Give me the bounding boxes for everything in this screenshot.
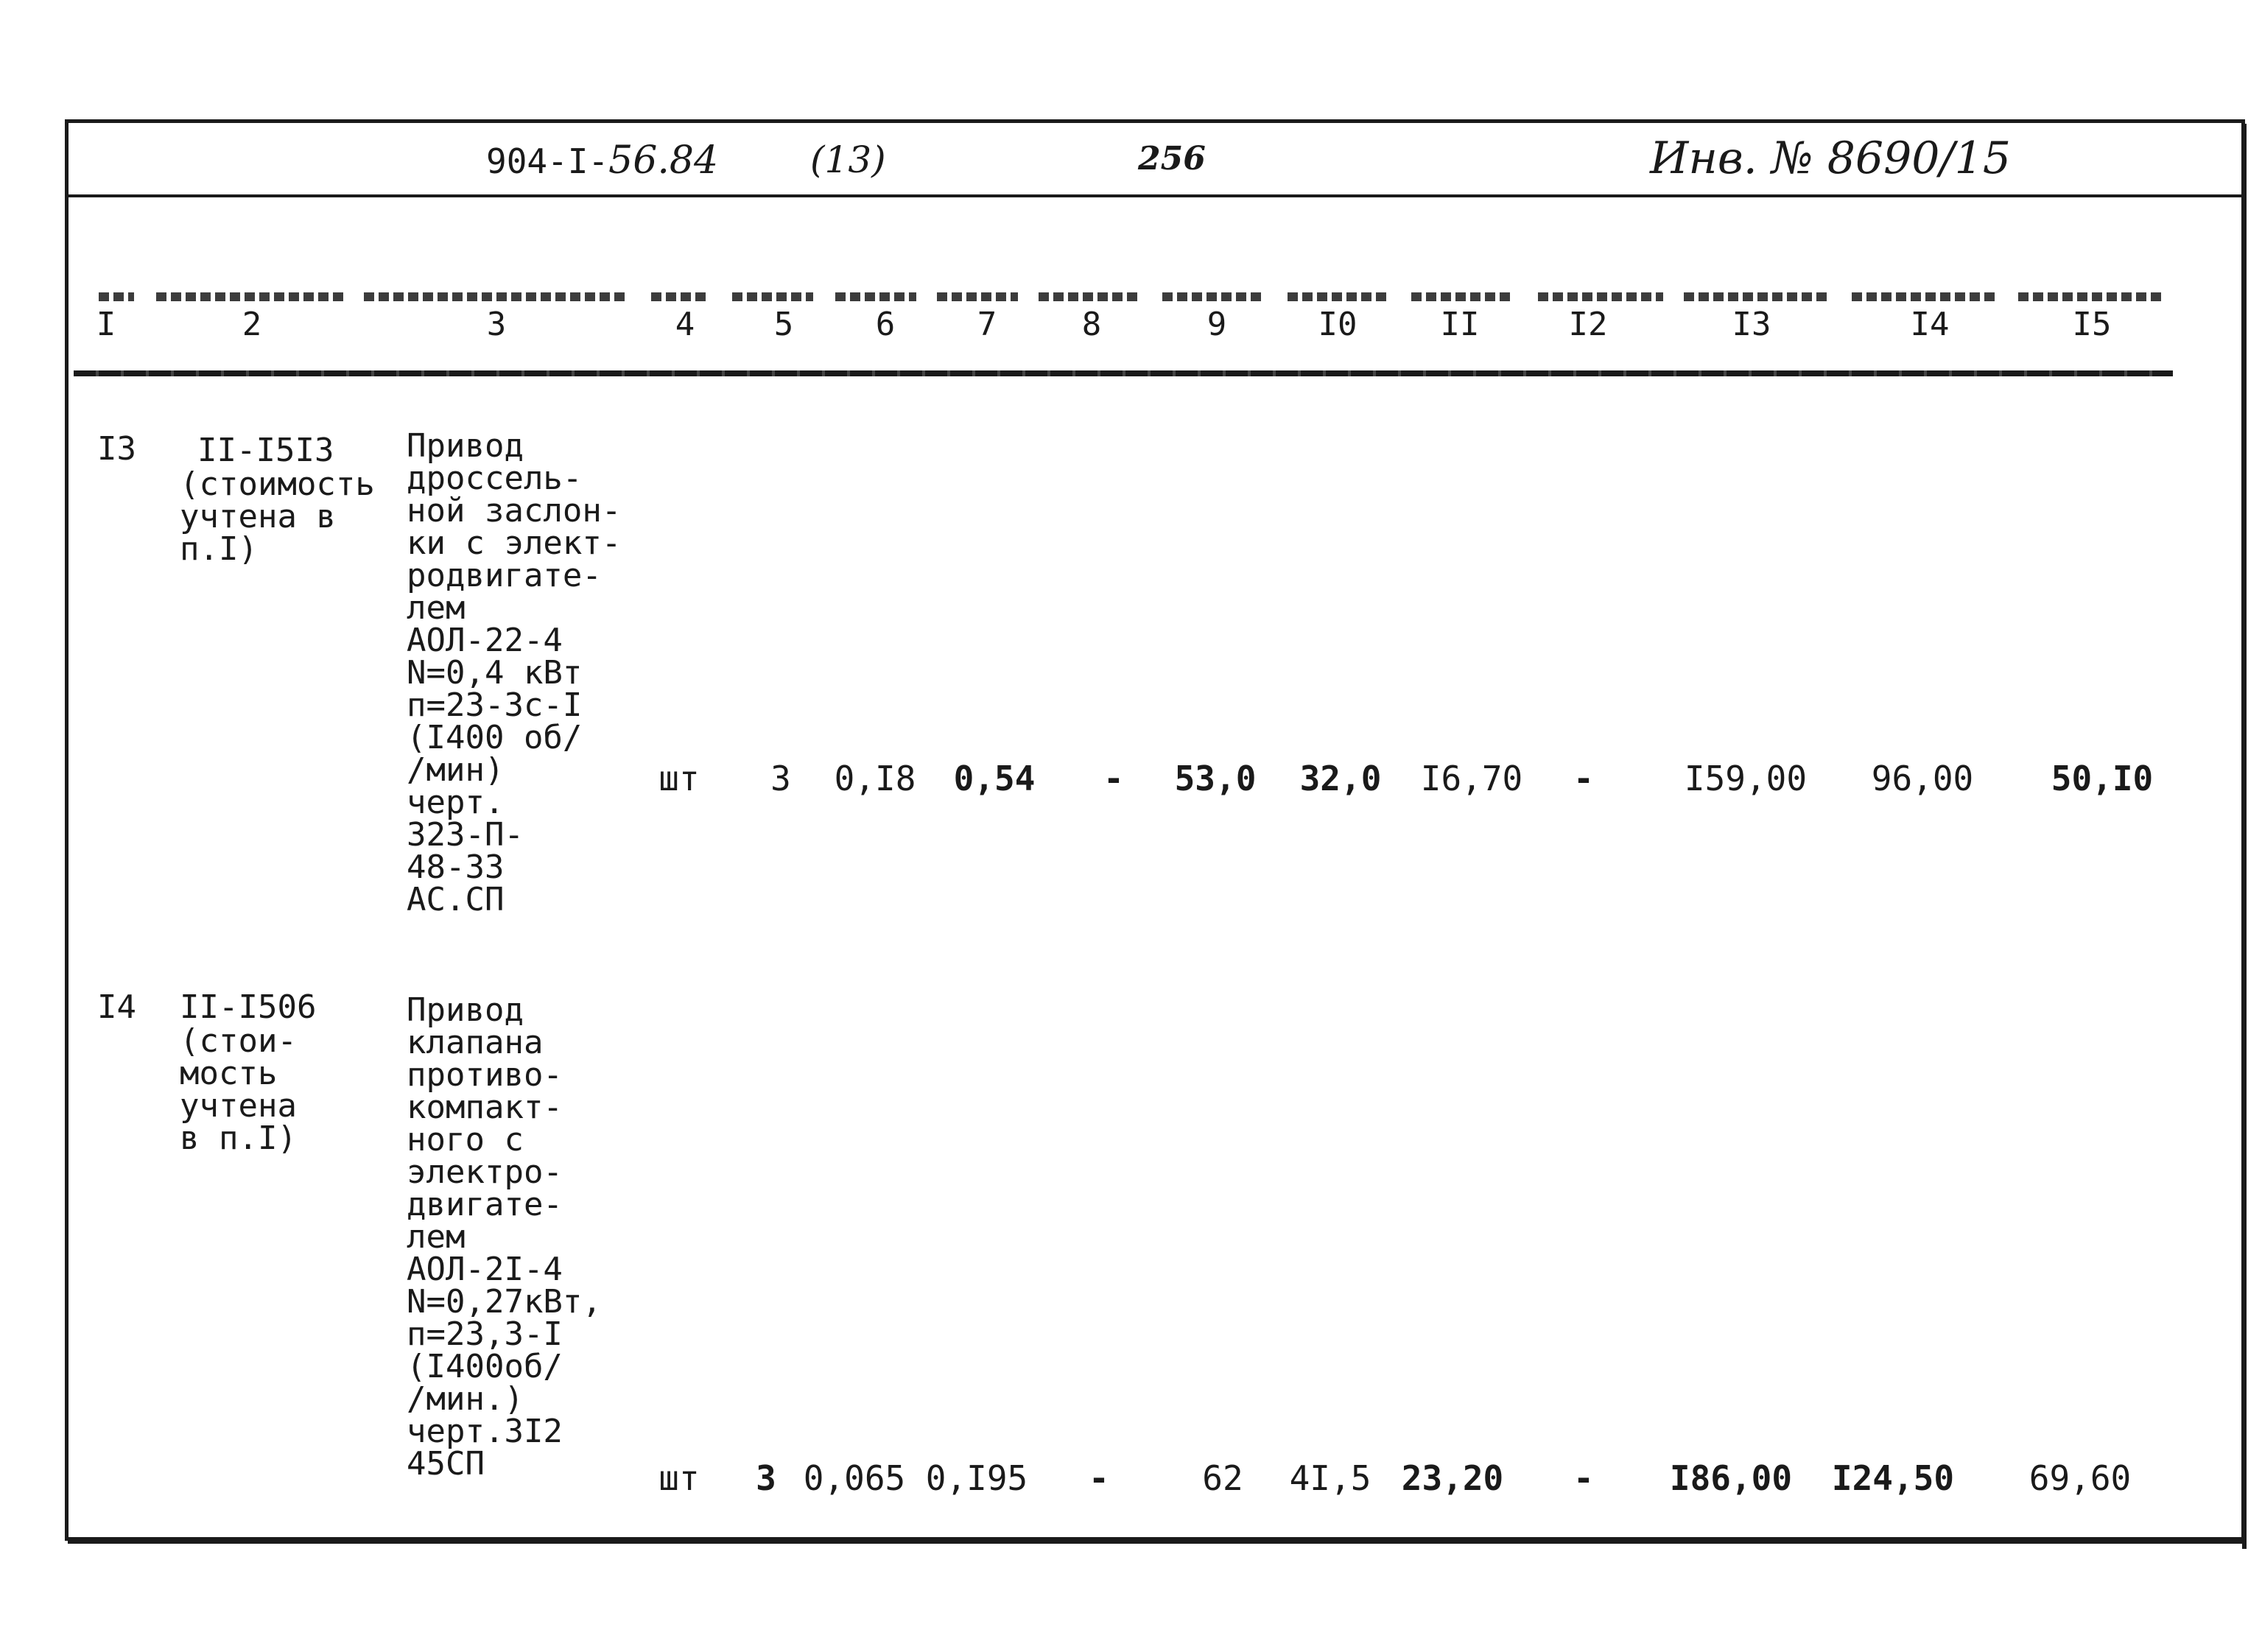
header-rule — [74, 370, 2173, 376]
col-header-10: I0 — [1318, 306, 1357, 343]
col-dash — [937, 292, 1018, 301]
row-col-8: - — [1089, 1458, 1109, 1498]
row-quantity: 3 — [756, 1458, 776, 1498]
row-col-6: 0,065 — [803, 1458, 906, 1498]
row-col-15: 50,I0 — [2051, 759, 2154, 798]
row-col-7: 0,I95 — [925, 1458, 1028, 1498]
col-dash — [2018, 292, 2166, 301]
row-col-9: 53,0 — [1174, 759, 1257, 798]
row-col-14: I24,50 — [1831, 1458, 1955, 1498]
col-dash — [1538, 292, 1663, 301]
col-header-1: I — [96, 306, 116, 343]
inventory-number: Инв. № 8690/15 — [1650, 133, 2012, 184]
row-code: II-I506 — [180, 988, 317, 1026]
col-header-4: 4 — [675, 306, 695, 343]
row-col-14: 96,00 — [1871, 759, 1974, 798]
row-col-10: 32,0 — [1299, 759, 1382, 798]
row-description: Привод клапана противо- компакт- ного с электро- двигате- лем АОЛ-2I-4 N=0,27кВт, п=23,3-I (I400об/ /мин.) черт.3I2 45СП — [407, 991, 602, 1483]
row-col-7: 0,54 — [953, 759, 1036, 798]
row-number: I3 — [97, 430, 136, 468]
col-dash — [99, 292, 134, 301]
doc-code-hand: 56.84 — [608, 138, 719, 183]
col-header-8: 8 — [1081, 306, 1102, 343]
col-header-2: 2 — [242, 306, 262, 343]
col-header-13: I3 — [1732, 306, 1771, 343]
row-quantity: 3 — [770, 759, 791, 798]
row-number: I4 — [97, 988, 136, 1026]
col-header-5: 5 — [773, 306, 794, 343]
col-dash — [1288, 292, 1391, 301]
col-dash — [835, 292, 916, 301]
row-unit: шт — [658, 1458, 700, 1498]
row-col-9: 62 — [1202, 1458, 1243, 1498]
col-dash — [156, 292, 348, 301]
col-dash — [364, 292, 629, 301]
row-code: II-I5I3 — [197, 432, 334, 469]
col-header-7: 7 — [977, 306, 997, 343]
frame-bottom-edge — [68, 1539, 2247, 1544]
row-description: Привод дроссель- ной заслон- ки с элект- родвигате- лем АОЛ-22-4 N=0,4 кВт п=23-3с-I (I400 об/ /мин) черт. 323-П- 48-33 АС.СП — [407, 427, 622, 918]
row-col-11: I6,70 — [1420, 759, 1523, 798]
sheet-number: (13) — [810, 138, 886, 181]
row-col-12: - — [1573, 1458, 1594, 1498]
col-header-12: I2 — [1568, 306, 1608, 343]
page-number: 256 — [1138, 140, 1206, 177]
header-divider — [68, 194, 2242, 197]
row-col-11: 23,20 — [1401, 1458, 1504, 1498]
row-col-8: - — [1103, 759, 1124, 798]
col-header-3: 3 — [486, 306, 507, 343]
col-header-9: 9 — [1206, 306, 1227, 343]
col-header-11: II — [1440, 306, 1480, 343]
row-col-15: 69,60 — [2029, 1458, 2132, 1498]
col-header-15: I5 — [2072, 306, 2112, 343]
row-code-note: (стоимость учтена в п.I) — [180, 465, 375, 568]
row-col-6: 0,I8 — [834, 759, 916, 798]
col-dash — [1852, 292, 1999, 301]
row-col-13: I59,00 — [1684, 759, 1808, 798]
col-header-14: I4 — [1910, 306, 1950, 343]
row-col-12: - — [1573, 759, 1594, 798]
frame-right-edge — [2242, 124, 2247, 1549]
row-unit: шт — [658, 759, 700, 798]
doc-code-prefix: 904-I- — [486, 141, 609, 181]
col-dash — [651, 292, 710, 301]
col-dash — [1039, 292, 1142, 301]
row-code-note: (стои- мость учтена в п.I) — [180, 1022, 297, 1157]
col-dash — [732, 292, 813, 301]
col-dash — [1684, 292, 1831, 301]
col-dash — [1411, 292, 1514, 301]
col-dash — [1162, 292, 1265, 301]
col-header-6: 6 — [875, 306, 896, 343]
row-col-10: 4I,5 — [1289, 1458, 1371, 1498]
row-col-13: I86,00 — [1669, 1458, 1793, 1498]
doc-code — [486, 138, 718, 183]
